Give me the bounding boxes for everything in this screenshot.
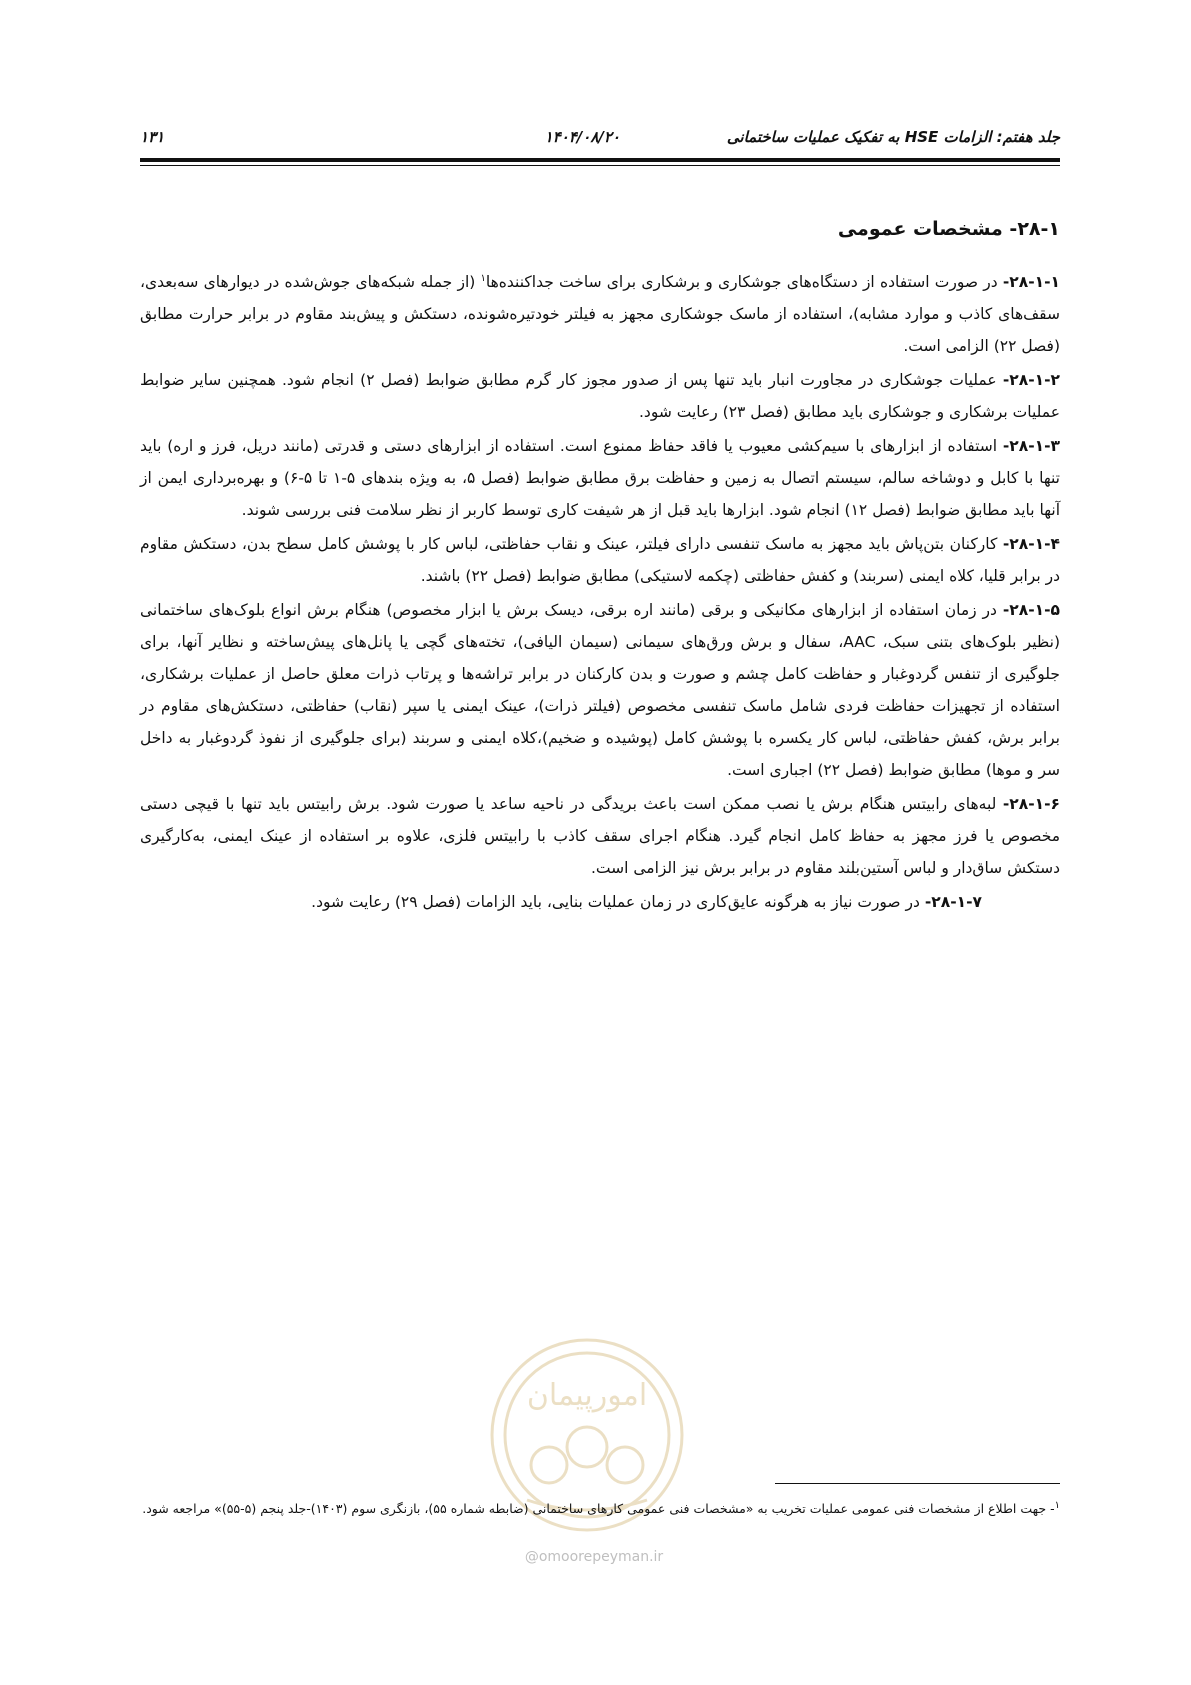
clause-number: ۲۸-۱-۱- — [1002, 273, 1060, 291]
clause-number: ۲۸-۱-۲- — [1002, 371, 1060, 389]
clause-text: کارکنان بتن‌پاش باید مجهز به ماسک تنفسی دارای فیلتر، عینک و نقاب حفاظتی، لباس کار با پوشش کامل سطح بدن، دستکش مقاوم در برابر قلیا، کلاه ایمنی (سربند) و کفش حفاظتی (چکمه لاستیکی) مطابق ضوابط (فصل ۲۲) باشند. — [140, 535, 1060, 585]
page-header — [140, 128, 1060, 154]
clause-number: ۲۸-۱-۷- — [924, 893, 982, 911]
chapter-title: جلد هفتم: الزامات HSE به تفکیک عملیات ساختمانی — [726, 128, 1060, 146]
watermark-url: @omoorepeyman.ir — [524, 1549, 664, 1565]
header-date: ۱۴۰۴/۰۸/۲۰ — [544, 128, 620, 146]
clause-number: ۲۸-۱-۴- — [1002, 535, 1060, 553]
paragraph-7 — [140, 886, 1060, 918]
page-number: ۱۳۱ — [140, 128, 165, 146]
footnote-text: - جهت اطلاع از مشخصات فنی عمومی عملیات تخریب به «مشخصات فنی عمومی کارهای ساختمانی (ضابطه شماره ۵۵)، بازنگری سوم (۱۴۰۳)-جلد پنجم (۵-۵۵)» مراجعه شود. — [142, 1501, 1055, 1516]
main-content — [140, 214, 1060, 920]
paragraph-3 — [140, 430, 1060, 526]
footnote-marker: ۱ — [1054, 1499, 1060, 1511]
footnote-reference[interactable]: ۱ — [480, 272, 486, 284]
clause-text-cont: (از جمله شبکه‌های جوش‌شده در دیوارهای سه‌بعدی، سقف‌های کاذب و موارد مشابه)، استفاده از ماسک جوشکاری مجهز به فیلتر خودتیره‌شونده، دستکش و پیش‌بند مقاوم در برابر حرارت مطابق (فصل ۲۲) الزامی است. — [140, 273, 1060, 355]
clause-number: ۲۸-۱-۶- — [1002, 795, 1060, 813]
paragraph-5 — [140, 594, 1060, 786]
clause-number: ۲۸-۱-۵- — [1002, 601, 1060, 619]
clause-text: در صورت استفاده از دستگاه‌های جوشکاری و برشکاری برای ساخت جداکننده‌ها — [485, 273, 1003, 291]
header-rule-thick — [140, 158, 1060, 162]
clause-text: لبه‌های رابیتس هنگام برش یا نصب ممکن است باعث بریدگی در ناحیه ساعد یا صورت شود. برش رابیتس باید تنها با قیچی دستی مخصوص یا فرز مجهز به حفاظ کامل انجام گیرد. هنگام اجرای سقف کاذب با رابیتس فلزی، علاوه بر استفاده از عینک ایمنی، به‌کارگیری دستکش ساق‌دار و لباس آستین‌بلند مقاوم در برابر برش نیز الزامی است. — [140, 795, 1060, 877]
paragraph-6 — [140, 788, 1060, 884]
clause-text: در زمان استفاده از ابزارهای مکانیکی و برقی (مانند اره برقی، دیسک برش یا ابزار مخصوص) هنگام برش انواع بلوک‌های ساختمانی (نظیر بلوک‌های بتنی سبک، AAC، سفال و برش ورق‌های سیمانی (سیمان الیافی)، تخته‌های گچی یا پانل‌های پیش‌ساخته و نظایر آنها، برای جلوگیری از تنفس گردوغبار و حفاظت کامل چشم و صورت و بدن کارکنان در برابر تراشه‌ها و پرتاب ذرات معلق حاصل از عملیات برشکاری، استفاده از تجهیزات حفاظت فردی شامل ماسک تنفسی مخصوص (فیلتر ذرات)، عینک ایمنی یا سپر (نقاب) حفاظتی، دستکش‌های مقاوم در برابر برش، کفش حفاظتی، لباس کار یکسره با پوشش کامل (پوشیده و ضخیم)،کلاه ایمنی و سربند (برای جلوگیری از نفوذ گردوغبار به داخل سر و موها) مطابق ضوابط (فصل ۲۲) اجباری است. — [140, 601, 1060, 779]
paragraph-2 — [140, 364, 1060, 428]
clause-text: استفاده از ابزارهای با سیم‌کشی معیوب یا فاقد حفاظ ممنوع است. استفاده از ابزارهای دستی و قدرتی (مانند دریل، فرز و اره) باید تنها با کابل و دوشاخه سالم، سیستم اتصال به زمین و حفاظت برق مطابق ضوابط (فصل ۵، به ویژه بندهای ۵-۱ تا ۵-۶) و بهره‌برداری ایمن از آنها باید مطابق ضوابط (فصل ۱۲) انجام شود. ابزارها باید قبل از هر شیفت کاری توسط کاربر از نظر سلامت فنی بررسی شوند. — [140, 437, 1060, 519]
clause-text: در صورت نیاز به هرگونه عایق‌کاری در زمان عملیات بنایی، باید الزامات (فصل ۲۹) رعایت شود. — [311, 893, 925, 911]
paragraph-1 — [140, 266, 1060, 362]
header-rule-thin — [140, 165, 1060, 166]
section-title: ۲۸-۱- مشخصات عمومی — [837, 218, 1060, 240]
footnote-rule — [775, 1483, 1060, 1484]
footnote — [140, 1495, 1060, 1522]
paragraph-4 — [140, 528, 1060, 592]
watermark-logo-text: امورپیمان — [526, 1378, 648, 1413]
clause-number: ۲۸-۱-۳- — [1002, 437, 1060, 455]
clause-text: عملیات جوشکاری در مجاورت انبار باید تنها پس از صدور مجوز کار گرم مطابق ضوابط (فصل ۲) انجام شود. همچنین سایر ضوابط عملیات برشکاری و جوشکاری باید مطابق (فصل ۲۳) رعایت شود. — [140, 371, 1060, 421]
